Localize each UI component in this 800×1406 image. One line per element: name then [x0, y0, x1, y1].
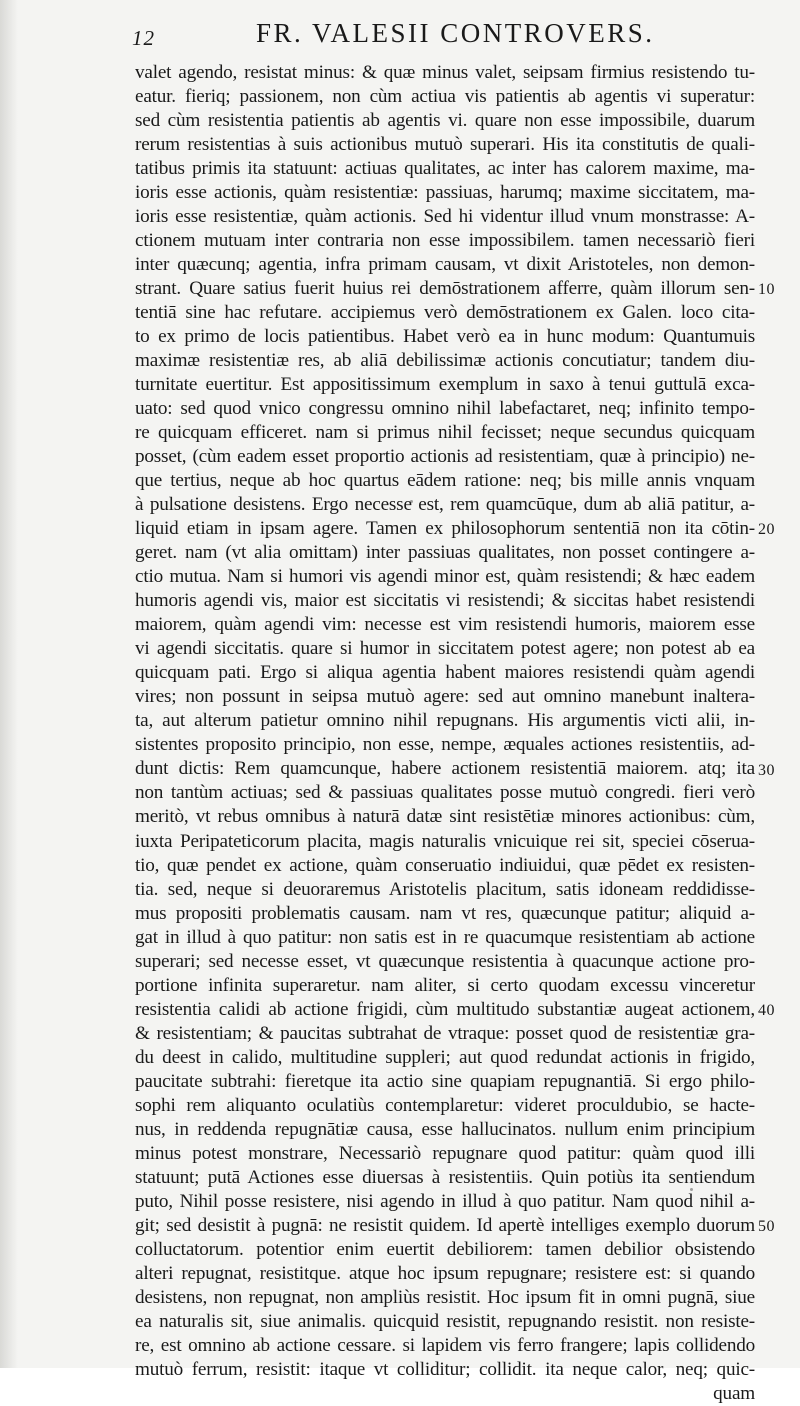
text-line: ta, aut alterum patietur omnino nihil repugnans. His argumentis victi alii, in-	[135, 710, 755, 732]
text-line: eatur. fieriq; passionem, non cùm actiua vis patientis ab agentis vi superatur:	[135, 86, 755, 108]
page-header	[122, 18, 762, 52]
text-line: du deest in calido, multitudine suppleri; aut quod redundat actionis in frigido,	[135, 1046, 755, 1068]
ink-speck	[410, 500, 413, 503]
text-line: ioris esse resistentiæ, quàm actionis. Sed hi videntur illud vnum monstrasse: A-	[135, 206, 755, 228]
text-line: tentiā sine hac refutare. accipiemus verò demōstrationem ex Galen. loco cita-	[135, 302, 755, 324]
text-line: nus, in reddenda repugnātiæ causa, esse hallucinatos. nullum enim principium	[135, 1118, 755, 1140]
margin-line-number: 20	[758, 521, 775, 539]
text-line: ioris esse actionis, quàm resistentiæ: passiuas, harumq; maxime siccitatem, ma-	[135, 182, 755, 204]
text-line: maiorem, quàm agendi vim: necesse est vim resistendi humoris, maiorem esse	[135, 614, 755, 636]
text-line: git; sed desistit à pugnā: ne resistit quidem. Id apertè intelliges exemplo duorum	[135, 1214, 755, 1236]
text-line: tia. sed, neque si deuoraremus Aristotelis placitum, satis idoneam reddidisse-	[135, 878, 755, 900]
running-title: FR. VALESII CONTROVERS.	[256, 18, 655, 48]
text-line: ctio mutua. Nam si humori vis agendi minor est, quàm resistendi; & hæc eadem	[135, 566, 755, 588]
text-line: non tantùm actiuas; sed & passiuas qualitates posse mutuò congredi. fieri verò	[135, 782, 755, 804]
text-line: ctionem mutuam inter contraria non esse impossibilem. tamen necessariò fieri	[135, 230, 755, 252]
text-line: à pulsatione desistens. Ergo necesse est, rem quamcūque, dum ab aliā patitur, a-	[135, 494, 755, 516]
text-line: iuxta Peripateticorum placita, magis naturalis vnicuique rei sit, speciei cōserua-	[135, 830, 755, 852]
text-line: desistens, non repugnat, non ampliùs resistit. Hoc ipsum fit in omni pugnā, siue	[135, 1286, 755, 1308]
text-line: gat in illud à quo patitur: non satis est in re quacumque resistentiam ab actione	[135, 926, 755, 948]
text-line: to ex primo de locis patientibus. Habet verò ea in hunc modum: Quantumuis	[135, 326, 755, 348]
text-line: & resistentiam; & paucitas subtrahat de vtraque: posset quod de resistentiæ gra-	[135, 1022, 755, 1044]
text-line: humoris agendi vis, maior est siccitatis vi resistendi; & siccitas habet resistendi	[135, 590, 755, 612]
body-text	[135, 61, 755, 1406]
gutter-shadow	[0, 0, 18, 1368]
text-line: superari; sed necesse esset, vt quæcunque resistentia à quacunque actione pro-	[135, 950, 755, 972]
text-line: re quicquam efficeret. nam si primus nihil fecisset; neque secundus quicquam	[135, 422, 755, 444]
text-line: strant. Quare satius fuerit huius rei demōstrationem afferre, quàm illorum sen-	[135, 278, 755, 300]
text-line: ea naturalis sit, siue animalis. quicquid resistit, repugnando resistit. non resiste-	[135, 1310, 755, 1332]
text-line: dunt dictis: Rem quamcunque, habere actionem resistentiā maiorem. atq; ita	[135, 758, 755, 780]
text-line: puto, Nihil posse resistere, nisi agendo in illud à quo patitur. Nam quod nihil a-	[135, 1190, 755, 1212]
text-line: inter quæcunq; agentia, infra primam causam, vt dixit Aristoteles, non demon-	[135, 254, 755, 276]
margin-line-number: 10	[758, 281, 775, 299]
margin-line-number: 30	[758, 761, 775, 779]
margin-line-number: 50	[758, 1217, 775, 1235]
margin-line-number: 40	[758, 1001, 775, 1019]
text-line: geret. nam (vt alia omittam) inter passiuas qualitates, non posset contingere a-	[135, 542, 755, 564]
text-line: posset, (cùm eadem esset proportio actionis ad resistentiam, quæ à principio) ne-	[135, 446, 755, 468]
text-line: mutuò ferrum, resistit: itaque vt colliditur; collidit. ita neque calor, neq; quic-	[135, 1358, 755, 1380]
text-line: tio, quæ pendet ex actione, quàm conseruatio indiuidui, quæ pēdet ex resisten-	[135, 854, 755, 876]
text-line: sophi rem aliquanto oculatiùs contemplaretur: videret proculdubio, se hacte-	[135, 1094, 755, 1116]
text-line: paucitate subtrahi: fieretque ita actio sine quapiam repugnantiā. Si ergo philo-	[135, 1070, 755, 1092]
ink-speck	[690, 1188, 693, 1191]
text-line: vi agendi siccitatis. quare si humor in siccitatem potest agere; non potest ab ea	[135, 638, 755, 660]
text-line: colluctatorum. potentior enim euertit debiliorem: tamen debilior obsistendo	[135, 1238, 755, 1260]
page-number: 12	[132, 26, 155, 50]
text-line: mus propositi problematis causam. nam vt res, quæcunque patitur; aliquid a-	[135, 902, 755, 924]
text-line: quam	[713, 1382, 755, 1404]
text-line: que tertius, neque ab hoc quartus eādem ratione: neq; bis mille annis vnquam	[135, 470, 755, 492]
text-line: valet agendo, resistat minus: & quæ minus valet, seipsam firmius resistendo tu-	[135, 62, 755, 83]
text-line: sistentes proposito principio, non esse, nempe, æquales actiones resistentiis, ad-	[135, 734, 755, 756]
text-line: statuunt; putā Actiones esse diuersas à resistentiis. Quin potiùs ita sentiendum	[135, 1166, 755, 1188]
text-line: alteri repugnat, resistitque. atque hoc ipsum repugnare; resistere est: si quando	[135, 1262, 755, 1284]
text-line: tatibus primis ita statuunt: actiuas qualitates, ac inter has calorem maxime, ma-	[135, 158, 755, 180]
text-line: sed cùm resistentia patientis ab agentis vi. quare non esse impossibile, duarum	[135, 110, 755, 132]
text-line: re, est omnino ab actione cessare. si lapidem vis ferro frangere; lapis collidendo	[135, 1334, 755, 1356]
text-line: maximæ resistentiæ res, ab aliā debilissimæ actionis concutiatur; tandem diu-	[135, 350, 755, 372]
text-line: quicquam pati. Ergo si aliqua agentia habent maiores resistendi quàm agendi	[135, 662, 755, 684]
text-line: uato: sed quod vnico congressu omnino nihil labefactaret, neq; infinito tempo-	[135, 398, 755, 420]
text-line: portione infinita superaretur. nam aliter, si certo quodam excessu vinceretur	[135, 974, 755, 996]
text-line: rerum resistentias à suis actionibus mutuò superari. His ita constitutis de quali-	[135, 134, 755, 156]
text-line: minus potest monstrare, Necessariò repugnare quod patitur: quàm quod illi	[135, 1142, 755, 1164]
text-line: liquid etiam in ipsam agere. Tamen ex philosophorum sententiā non ita cōtin-	[135, 518, 755, 540]
text-line: vires; non possunt in seipsa mutuò agere: sed aut omnino manebunt inaltera-	[135, 686, 755, 708]
text-line: meritò, vt rebus omnibus à naturā datæ sint resistētiæ minores actionibus: cùm,	[135, 806, 755, 828]
text-line: resistentia calidi ab actione frigidi, cùm multitudo substantiæ augeat actionem,	[135, 998, 755, 1020]
text-line: turnitate euertitur. Est appositissimum exemplum in saxo à tenui guttulā exca-	[135, 374, 755, 396]
